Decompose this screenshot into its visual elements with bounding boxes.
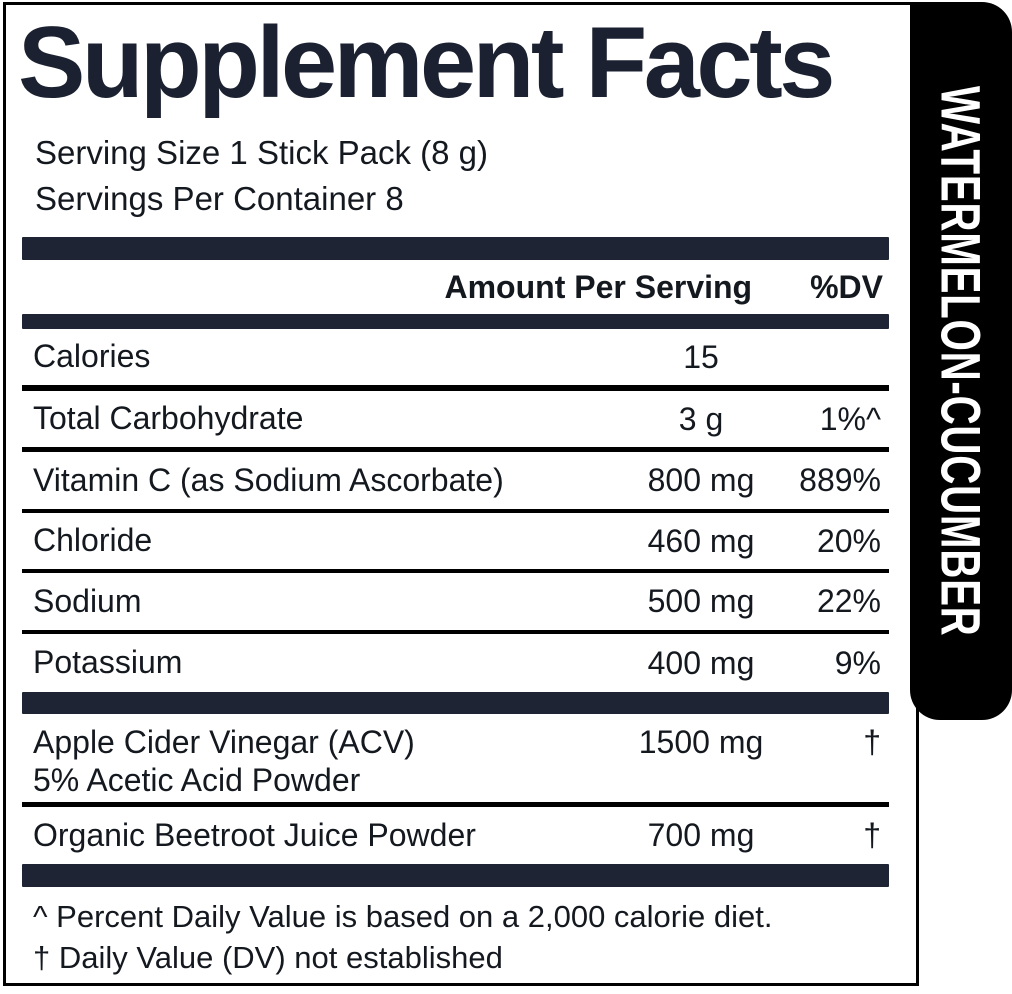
nutrient-dv: 20% — [816, 522, 881, 559]
ingredient-name-line1: Apple Cider Vinegar (ACV) — [33, 724, 415, 761]
header-amount-per-serving: Amount Per Serving — [444, 268, 753, 305]
section-bar-ingredients — [22, 692, 889, 714]
header-percent-dv: %DV — [810, 268, 883, 305]
nutrient-row-calories — [22, 329, 889, 391]
serving-size: Serving Size 1 Stick Pack (8 g) — [35, 134, 489, 171]
supplement-facts-panel — [3, 2, 919, 986]
ingredient-row-acv — [22, 714, 889, 807]
nutrient-name: Potassium — [33, 644, 183, 681]
nutrient-name: Total Carbohydrate — [33, 400, 304, 437]
section-bar-bottom — [22, 864, 889, 887]
section-bar-top — [22, 237, 889, 260]
nutrient-dv: 889% — [799, 462, 881, 499]
nutrient-row-chloride — [22, 513, 889, 573]
nutrient-row-vitamin-c — [22, 452, 889, 513]
ingredient-name-line2: 5% Acetic Acid Powder — [33, 761, 361, 798]
nutrient-name: Sodium — [33, 582, 142, 619]
ingredient-name — [22, 724, 616, 800]
nutrient-dv: 9% — [834, 644, 881, 681]
flavor-name: WATERMELON-CUCUMBER — [929, 85, 993, 637]
nutrient-amount: 500 mg — [647, 583, 755, 620]
nutrient-amount: 400 mg — [647, 644, 755, 681]
panel-title: Supplement Facts — [18, 7, 832, 119]
serving-info — [35, 130, 889, 221]
nutrient-row-total-carbohydrate — [22, 391, 889, 452]
footnote-percent-dv: ^ Percent Daily Value is based on a 2,000 calorie diet. — [33, 899, 773, 935]
nutrient-amount: 15 — [683, 338, 719, 375]
nutrient-amount: 800 mg — [647, 462, 755, 499]
nutrient-name: Vitamin C (as Sodium Ascorbate) — [33, 461, 504, 498]
ingredient-dv: † — [863, 724, 881, 761]
ingredient-dv: † — [863, 817, 881, 854]
nutrient-row-potassium — [22, 634, 889, 692]
nutrient-amount: 3 g — [678, 400, 724, 437]
flavor-tab — [910, 2, 1012, 720]
ingredient-name: Organic Beetroot Juice Powder — [33, 816, 476, 853]
ingredient-amount: 700 mg — [647, 817, 755, 854]
nutrient-name: Calories — [33, 338, 151, 375]
nutrient-amount: 460 mg — [647, 522, 755, 559]
nutrient-dv: 1%^ — [819, 400, 881, 437]
servings-per-container: Servings Per Container 8 — [35, 179, 404, 217]
table-header-row — [22, 260, 889, 314]
nutrient-name: Chloride — [33, 522, 153, 559]
section-bar-under-header — [22, 314, 889, 329]
nutrient-row-sodium — [22, 573, 889, 634]
nutrient-dv: 22% — [816, 583, 881, 620]
footnotes — [33, 896, 889, 978]
ingredient-row-beetroot — [22, 807, 889, 864]
ingredient-amount: 1500 mg — [638, 724, 764, 761]
footnote-dagger: † Daily Value (DV) not established — [33, 940, 503, 976]
